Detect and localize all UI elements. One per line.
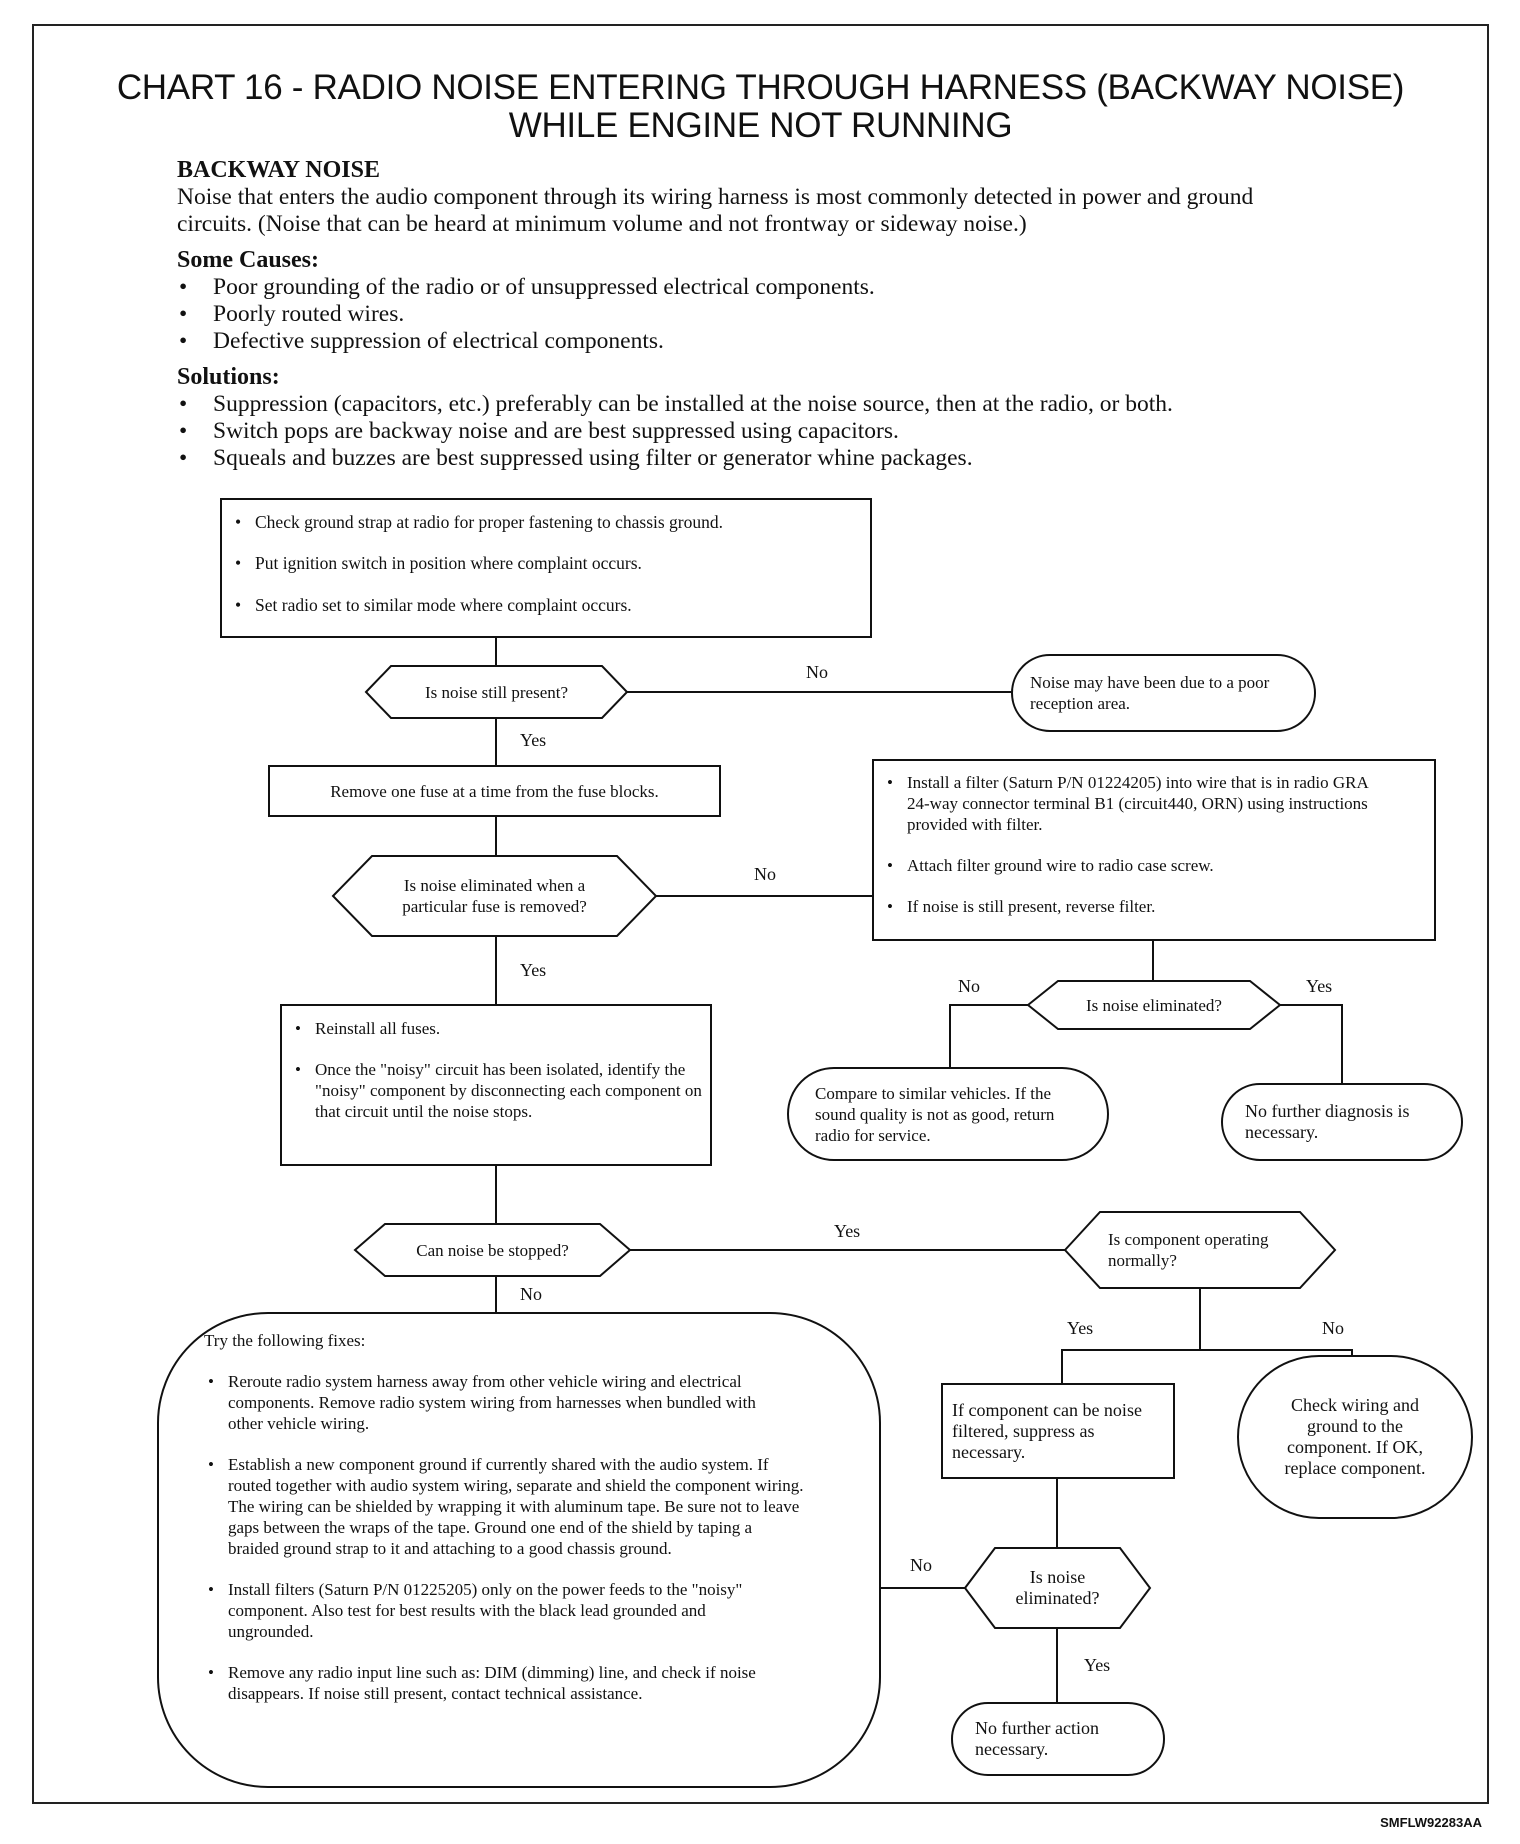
filter-step: • If noise is still present, reverse filter. (883, 896, 1428, 917)
isolate-step: • Reinstall all fuses. (291, 1018, 703, 1039)
label-no: No (754, 864, 776, 884)
q-still-present: Is noise still present? (424, 682, 569, 702)
filter-step: • Attach filter ground wire to radio case screw. (883, 855, 1428, 876)
label-yes: Yes (834, 1221, 861, 1241)
q-can-stop: Can noise be stopped? (416, 1240, 569, 1260)
suppress-box: If component can be noise filtered, suppress as necessary. (952, 1399, 1142, 1462)
label-yes: Yes (1084, 1655, 1111, 1675)
end-compare: Compare to similar vehicles. If the sound quality is not as good, return radio for service. (815, 1083, 1055, 1145)
start-step: • Check ground strap at radio for proper fastening to chassis ground. (231, 512, 863, 533)
q-eliminated-1: Is noise eliminated? (1086, 995, 1222, 1015)
label-no: No (1322, 1318, 1344, 1338)
chart-title-line-2: WHILE ENGINE NOT RUNNING (508, 106, 1013, 145)
label-no: No (520, 1284, 542, 1304)
fix-item: • Establish a new component ground if currently shared with the audio system. If routed together with audio system wiring, separate and shield the component wiring. The wiring can be shielded by wrapping it with aluminum tape. Be sure not to leave gaps between the wraps of the tape. Ground one end of the shield by taping a braided ground strap to it and attaching to a good chassis ground. (204, 1454, 804, 1559)
fixes-intro: Try the following fixes: (204, 1331, 366, 1350)
filter-step: • Install a filter (Saturn P/N 01224205) into wire that is in radio GRA 24-way connector terminal B1 (circuit440, ORN) using instructions provided with filter. (883, 772, 1428, 835)
label-yes: Yes (520, 730, 547, 750)
start-box (231, 512, 863, 616)
fix-item: • Reroute radio system harness away from other vehicle wiring and electrical components. Remove radio system wiring from harnesses when bundled with other vehicle wiring. (204, 1371, 804, 1434)
end-no-diag: No further diagnosis is necessary. (1245, 1101, 1410, 1142)
start-step: • Put ignition switch in position where complaint occurs. (231, 553, 863, 574)
q-fuse-eliminated: Is noise eliminated when a particular fuse is removed? (402, 876, 587, 916)
isolate-box (291, 1018, 703, 1122)
solution-item: • Squeals and buzzes are best suppressed using filter or generator whine packages. (177, 445, 1467, 472)
causes-heading: Some Causes: (177, 247, 319, 273)
intro-heading: BACKWAY NOISE (177, 157, 380, 183)
label-no: No (958, 976, 980, 996)
cause-item: • Poor grounding of the radio or of unsuppressed electrical components. (177, 274, 1467, 301)
label-no: No (910, 1555, 932, 1575)
end-no-action: No further action necessary. (975, 1718, 1099, 1759)
end-reception: Noise may have been due to a poor reception area. (1030, 673, 1270, 713)
intro-description: Noise that enters the audio component through its wiring harness is most commonly detected in power and ground circuits. (Noise that can be heard at minimum volume and not frontway or sideway noise.) (177, 184, 1254, 237)
start-step: • Set radio set to similar mode where complaint occurs. (231, 595, 863, 616)
filter-box (883, 772, 1428, 917)
label-no: No (806, 662, 828, 682)
label-yes: Yes (520, 960, 547, 980)
solution-item: • Switch pops are backway noise and are best suppressed using capacitors. (177, 418, 1467, 445)
cause-item: • Defective suppression of electrical components. (177, 328, 1467, 355)
solution-item: • Suppression (capacitors, etc.) preferably can be installed at the noise source, then at the radio, or both. (177, 391, 1467, 418)
figure-code: SMFLW92283AA (1380, 1815, 1482, 1830)
label-yes: Yes (1067, 1318, 1094, 1338)
cause-item: • Poorly routed wires. (177, 301, 1467, 328)
solutions-heading: Solutions: (177, 364, 280, 390)
q-component-ok: Is component operating normally? (1108, 1230, 1269, 1270)
isolate-step: • Once the "noisy" circuit has been isolated, identify the "noisy" component by disconnecting each component on that circuit until the noise stops. (291, 1059, 703, 1122)
chart-title-line-1: CHART 16 - RADIO NOISE ENTERING THROUGH HARNESS (BACKWAY NOISE) (116, 68, 1405, 107)
remove-fuse-box: Remove one fuse at a time from the fuse blocks. (330, 781, 659, 801)
end-check-wiring: Check wiring and ground to the component. If OK, replace component. (1284, 1395, 1426, 1478)
fix-item: • Install filters (Saturn P/N 01225205) only on the power feeds to the "noisy" component. Also test for best results with the black lead grounded and ungrounded. (204, 1579, 804, 1642)
q-eliminated-2: Is noise eliminated? (1015, 1567, 1100, 1608)
fixes-box (204, 1330, 804, 1704)
label-yes: Yes (1306, 976, 1333, 996)
fix-item: • Remove any radio input line such as: DIM (dimming) line, and check if noise disappears. If noise still present, contact technical assistance. (204, 1662, 804, 1704)
